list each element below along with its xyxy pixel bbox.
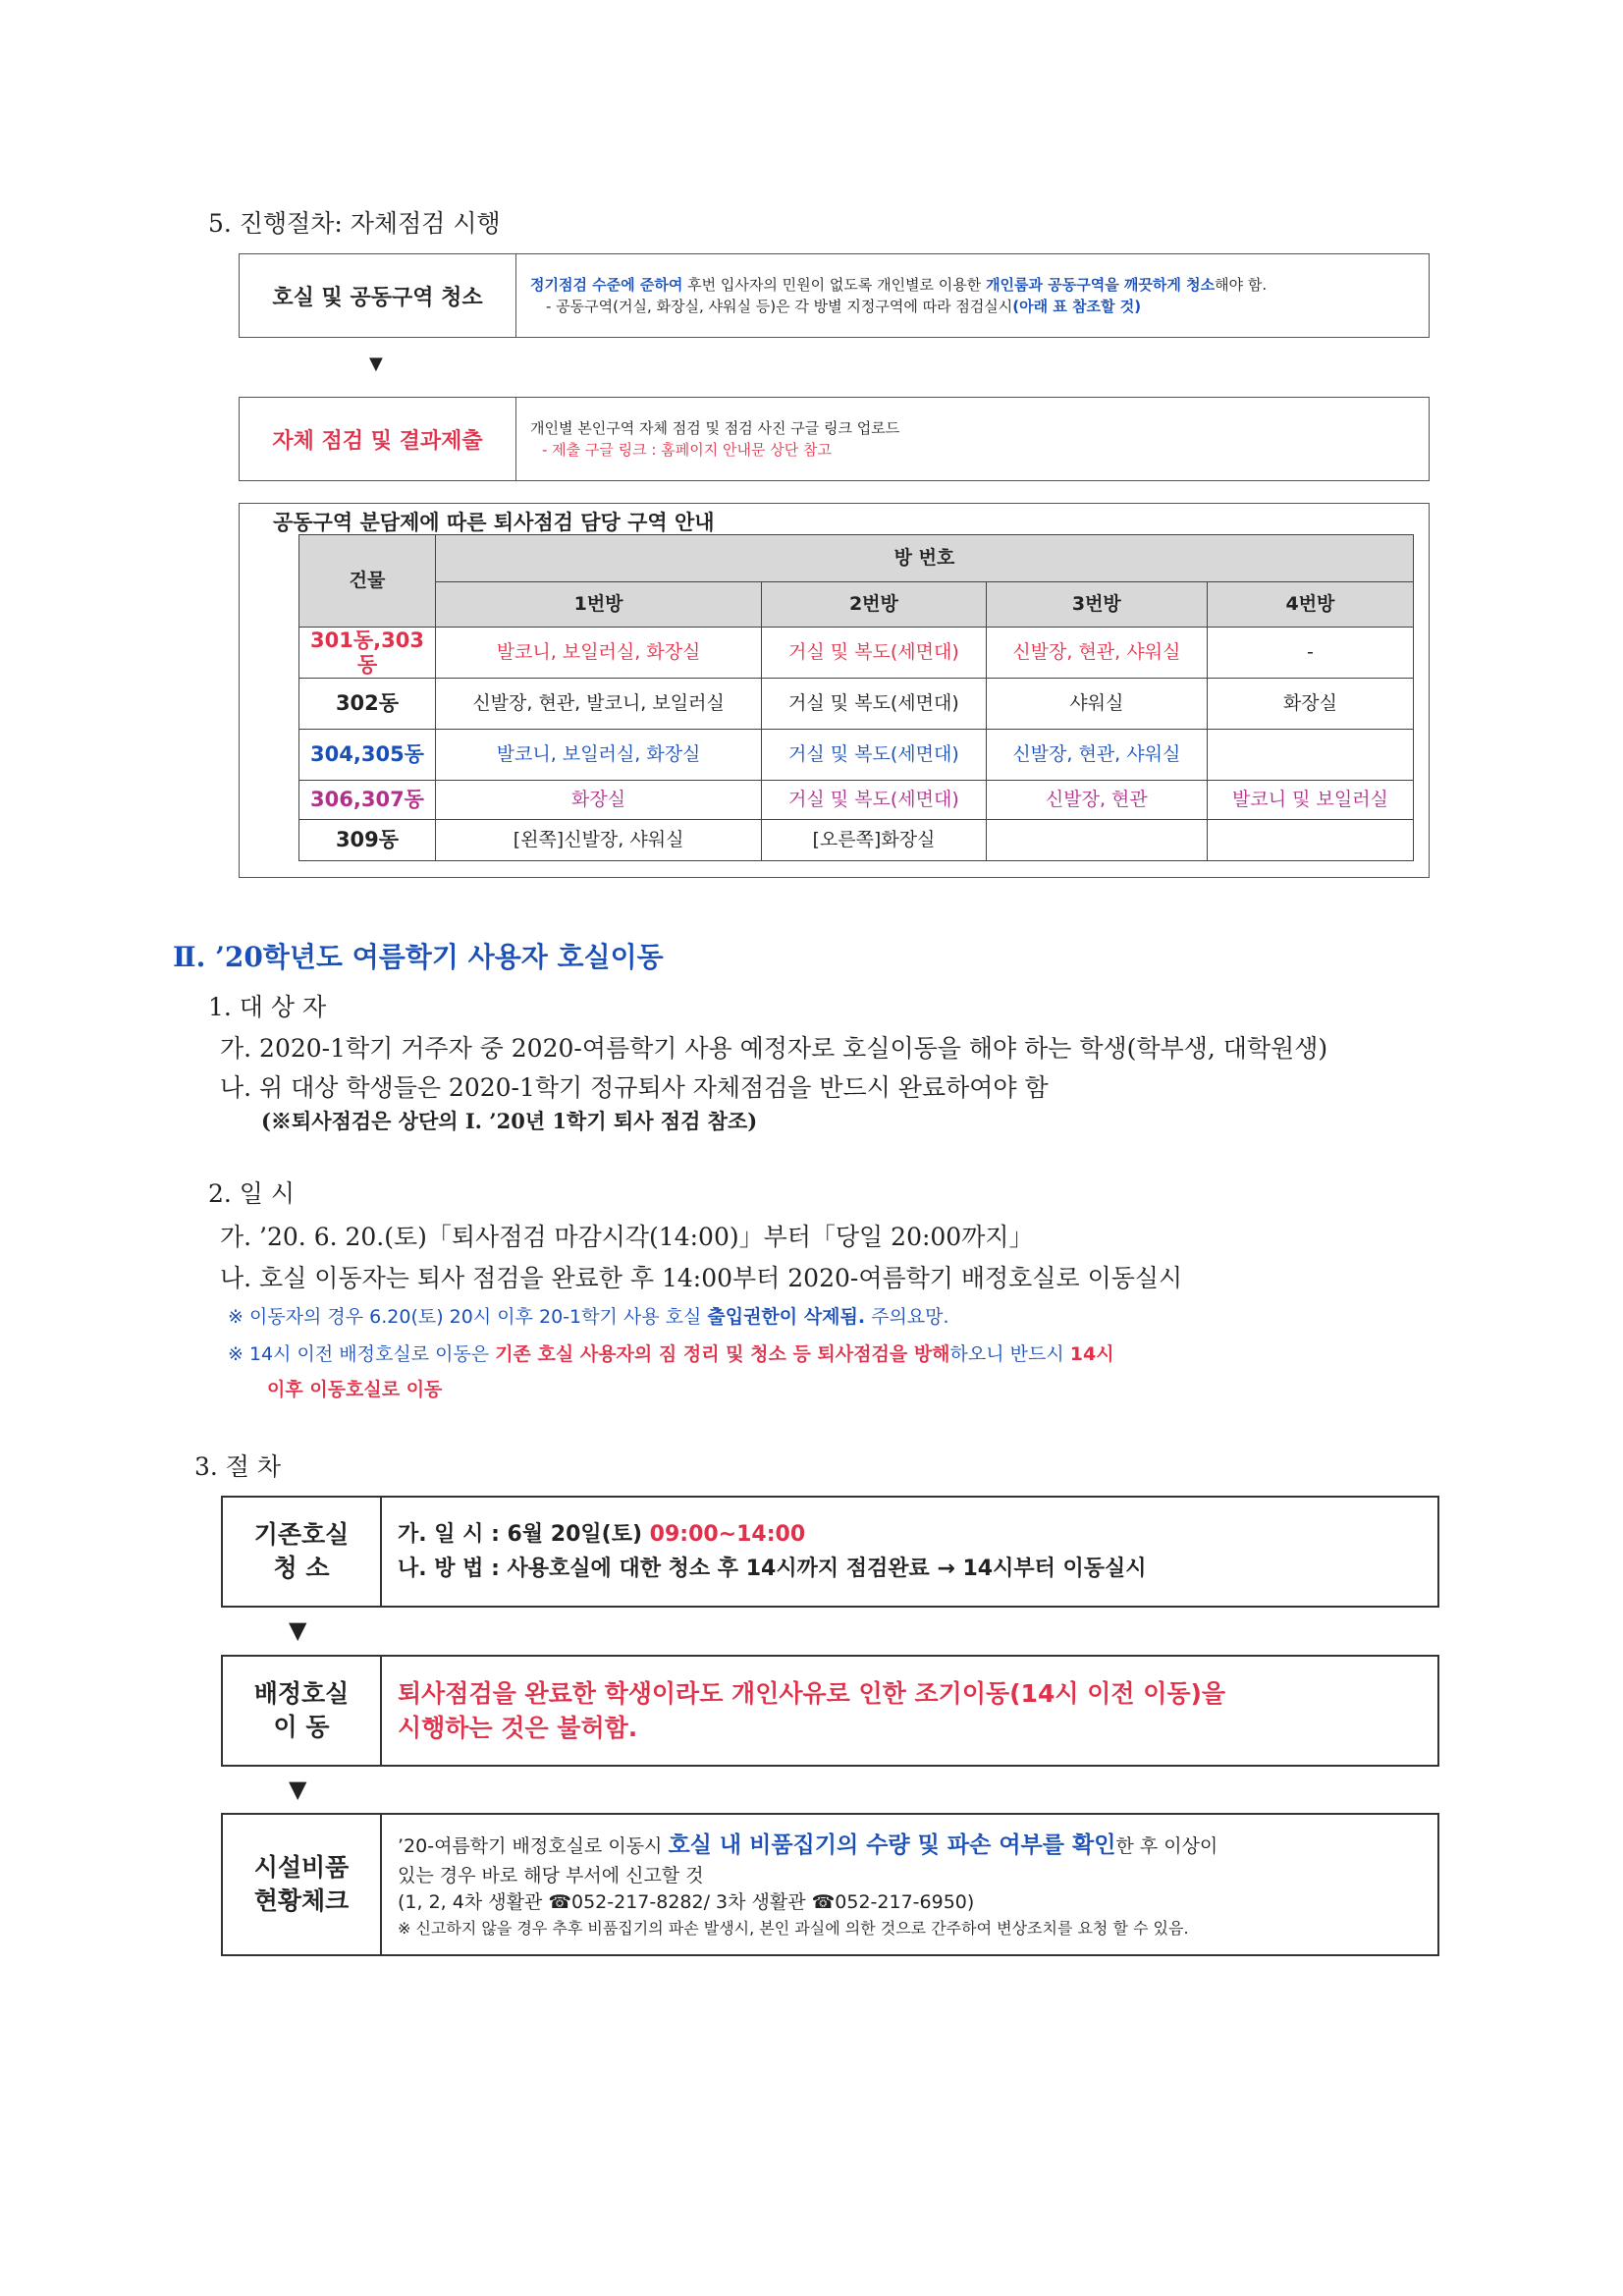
step-cleaning-line2: - 공동구역(거실, 화장실, 샤워실 등)은 각 방별 지정구역에 따라 점검실시(아래 표 참조할 것) — [546, 298, 1142, 315]
date-note-2-cont: 이후 이동호실로 이동 — [267, 1379, 443, 1400]
building-cell: 309동 — [299, 820, 436, 861]
section-2-heading: Ⅱ. ’20학년도 여름학기 사용자 호실이동 — [173, 941, 664, 973]
step-self-check-label: 자체 점검 및 결과제출 — [240, 398, 516, 480]
table-row — [299, 730, 1414, 781]
table-row — [299, 781, 1414, 820]
down-arrow-icon: ▼ — [289, 1616, 307, 1644]
room-cell: [오른쪽]화장실 — [762, 820, 987, 861]
table-row — [299, 820, 1414, 861]
header-room-3: 3번방 — [986, 582, 1207, 628]
header-room-2: 2번방 — [762, 582, 987, 628]
room-cell: - — [1207, 628, 1413, 679]
building-cell: 302동 — [299, 679, 436, 730]
section-5-title: 5. 진행절차: 자체점검 시행 — [208, 209, 501, 238]
down-arrow-icon: ▼ — [369, 354, 383, 374]
room-cell: 신발장, 현관 — [986, 781, 1207, 820]
procedure-box-check — [221, 1813, 1439, 1956]
room-cell: 발코니, 보일러실, 화장실 — [436, 730, 762, 781]
step-self-check-line2: - 제출 구글 링크 : 홈페이지 안내문 상단 참고 — [542, 441, 832, 459]
procedure-label-move: 배정호실 이 동 — [223, 1657, 382, 1765]
date-note-1: ※ 이동자의 경우 6.20(토) 20시 이후 20-1학기 사용 호실 출입권한이 삭제됨. 주의요망. — [228, 1306, 949, 1328]
step-self-check-line1: 개인별 본인구역 자체 점검 및 점검 사진 구글 링크 업로드 — [530, 418, 900, 437]
room-cell: [왼쪽]신발장, 샤워실 — [436, 820, 762, 861]
table-row — [299, 628, 1414, 679]
step-cleaning-line1: 정기점검 수준에 준하여 후번 입사자의 민원이 없도록 개인별로 이용한 개인룸과 공동구역을 깨끗하게 청소해야 함. — [530, 275, 1268, 294]
subsection-date-title: 2. 일 시 — [208, 1179, 296, 1208]
room-cell: 화장실 — [1207, 679, 1413, 730]
procedure-cleaning-line2: 나. 방 법 : 사용호실에 대한 청소 후 14시까지 점검완료 → 14시부터 이동실시 — [398, 1557, 1147, 1581]
target-note: (※퇴사점검은 상단의 Ⅰ. ’20년 1학기 퇴사 점검 참조) — [261, 1109, 758, 1133]
room-cell: 거실 및 복도(세면대) — [762, 781, 987, 820]
procedure-box-move — [221, 1655, 1439, 1767]
header-room-number: 방 번호 — [436, 535, 1414, 582]
header-room-4: 4번방 — [1207, 582, 1413, 628]
date-item-ga: 가. ’20. 6. 20.(토)「퇴사점검 마감시각(14:00)」부터「당일 20:00까지」 — [220, 1223, 1034, 1251]
room-cell — [1207, 730, 1413, 781]
step-self-check-box — [239, 397, 1430, 481]
building-cell: 306,307동 — [299, 781, 436, 820]
table-row — [299, 679, 1414, 730]
building-cell: 304,305동 — [299, 730, 436, 781]
date-item-na: 나. 호실 이동자는 퇴사 점검을 완료한 후 14:00부터 2020-여름학기 배정호실로 이동실시 — [220, 1264, 1183, 1292]
subsection-target-title: 1. 대 상 자 — [208, 993, 327, 1021]
procedure-check-line2: 있는 경우 바로 해당 부서에 신고할 것 — [398, 1864, 704, 1886]
room-cell: 거실 및 복도(세면대) — [762, 679, 987, 730]
procedure-move-line2: 시행하는 것은 불허함. — [398, 1714, 638, 1742]
room-cell: 거실 및 복도(세면대) — [762, 730, 987, 781]
procedure-move-line1: 퇴사점검을 완료한 학생이라도 개인사유로 인한 조기이동(14시 이전 이동)을 — [398, 1679, 1226, 1708]
procedure-label-check: 시설비품 현황체크 — [223, 1815, 382, 1954]
building-cell: 301동,303동 — [299, 628, 436, 679]
procedure-label-cleaning: 기존호실 청 소 — [223, 1498, 382, 1606]
room-cell — [1207, 820, 1413, 861]
room-cell: 발코니, 보일러실, 화장실 — [436, 628, 762, 679]
procedure-cleaning-line1: 가. 일 시 : 6월 20일(토) 09:00~14:00 — [398, 1521, 806, 1547]
header-room-1: 1번방 — [436, 582, 762, 628]
procedure-check-line1: ’20-여름학기 배정호실로 이동시 호실 내 비품집기의 수량 및 파손 여부를 확인한 후 이상이 — [398, 1832, 1218, 1859]
header-building: 건물 — [299, 535, 436, 628]
target-item-na: 나. 위 대상 학생들은 2020-1학기 정규퇴사 자체점검을 반드시 완료하여야 함 — [220, 1073, 1049, 1102]
room-cell: 발코니 및 보일러실 — [1207, 781, 1413, 820]
procedure-check-line3: (1, 2, 4차 생활관 ☎052-217-8282/ 3차 생활관 ☎052-217-6950) — [398, 1891, 975, 1914]
room-cell: 신발장, 현관, 발코니, 보일러실 — [436, 679, 762, 730]
procedure-check-line4: ※ 신고하지 않을 경우 추후 비품집기의 파손 발생시, 본인 과실에 의한 것으로 간주하여 변상조치를 요청 할 수 있음. — [398, 1918, 1189, 1938]
date-note-2: ※ 14시 이전 배정호실로 이동은 기존 호실 사용자의 짐 정리 및 청소 등 퇴사점검을 방해하오니 반드시 14시 — [228, 1343, 1114, 1365]
room-cell: 거실 및 복도(세면대) — [762, 628, 987, 679]
down-arrow-icon: ▼ — [289, 1776, 307, 1803]
step-cleaning-label: 호실 및 공동구역 청소 — [240, 254, 516, 337]
room-cell — [986, 820, 1207, 861]
room-cell: 샤워실 — [986, 679, 1207, 730]
room-cell: 신발장, 현관, 샤워실 — [986, 730, 1207, 781]
room-cell: 신발장, 현관, 샤워실 — [986, 628, 1207, 679]
subsection-procedure-title: 3. 절 차 — [194, 1452, 282, 1481]
target-item-ga: 가. 2020-1학기 거주자 중 2020-여름학기 사용 예정자로 호실이동을 해야 하는 학생(학부생, 대학원생) — [220, 1034, 1328, 1063]
procedure-box-cleaning — [221, 1496, 1439, 1608]
step-cleaning-box — [239, 253, 1430, 338]
duty-table-caption: 공동구역 분담제에 따른 퇴사점검 담당 구역 안내 — [273, 511, 715, 534]
duty-table — [298, 534, 1414, 861]
room-cell: 화장실 — [436, 781, 762, 820]
